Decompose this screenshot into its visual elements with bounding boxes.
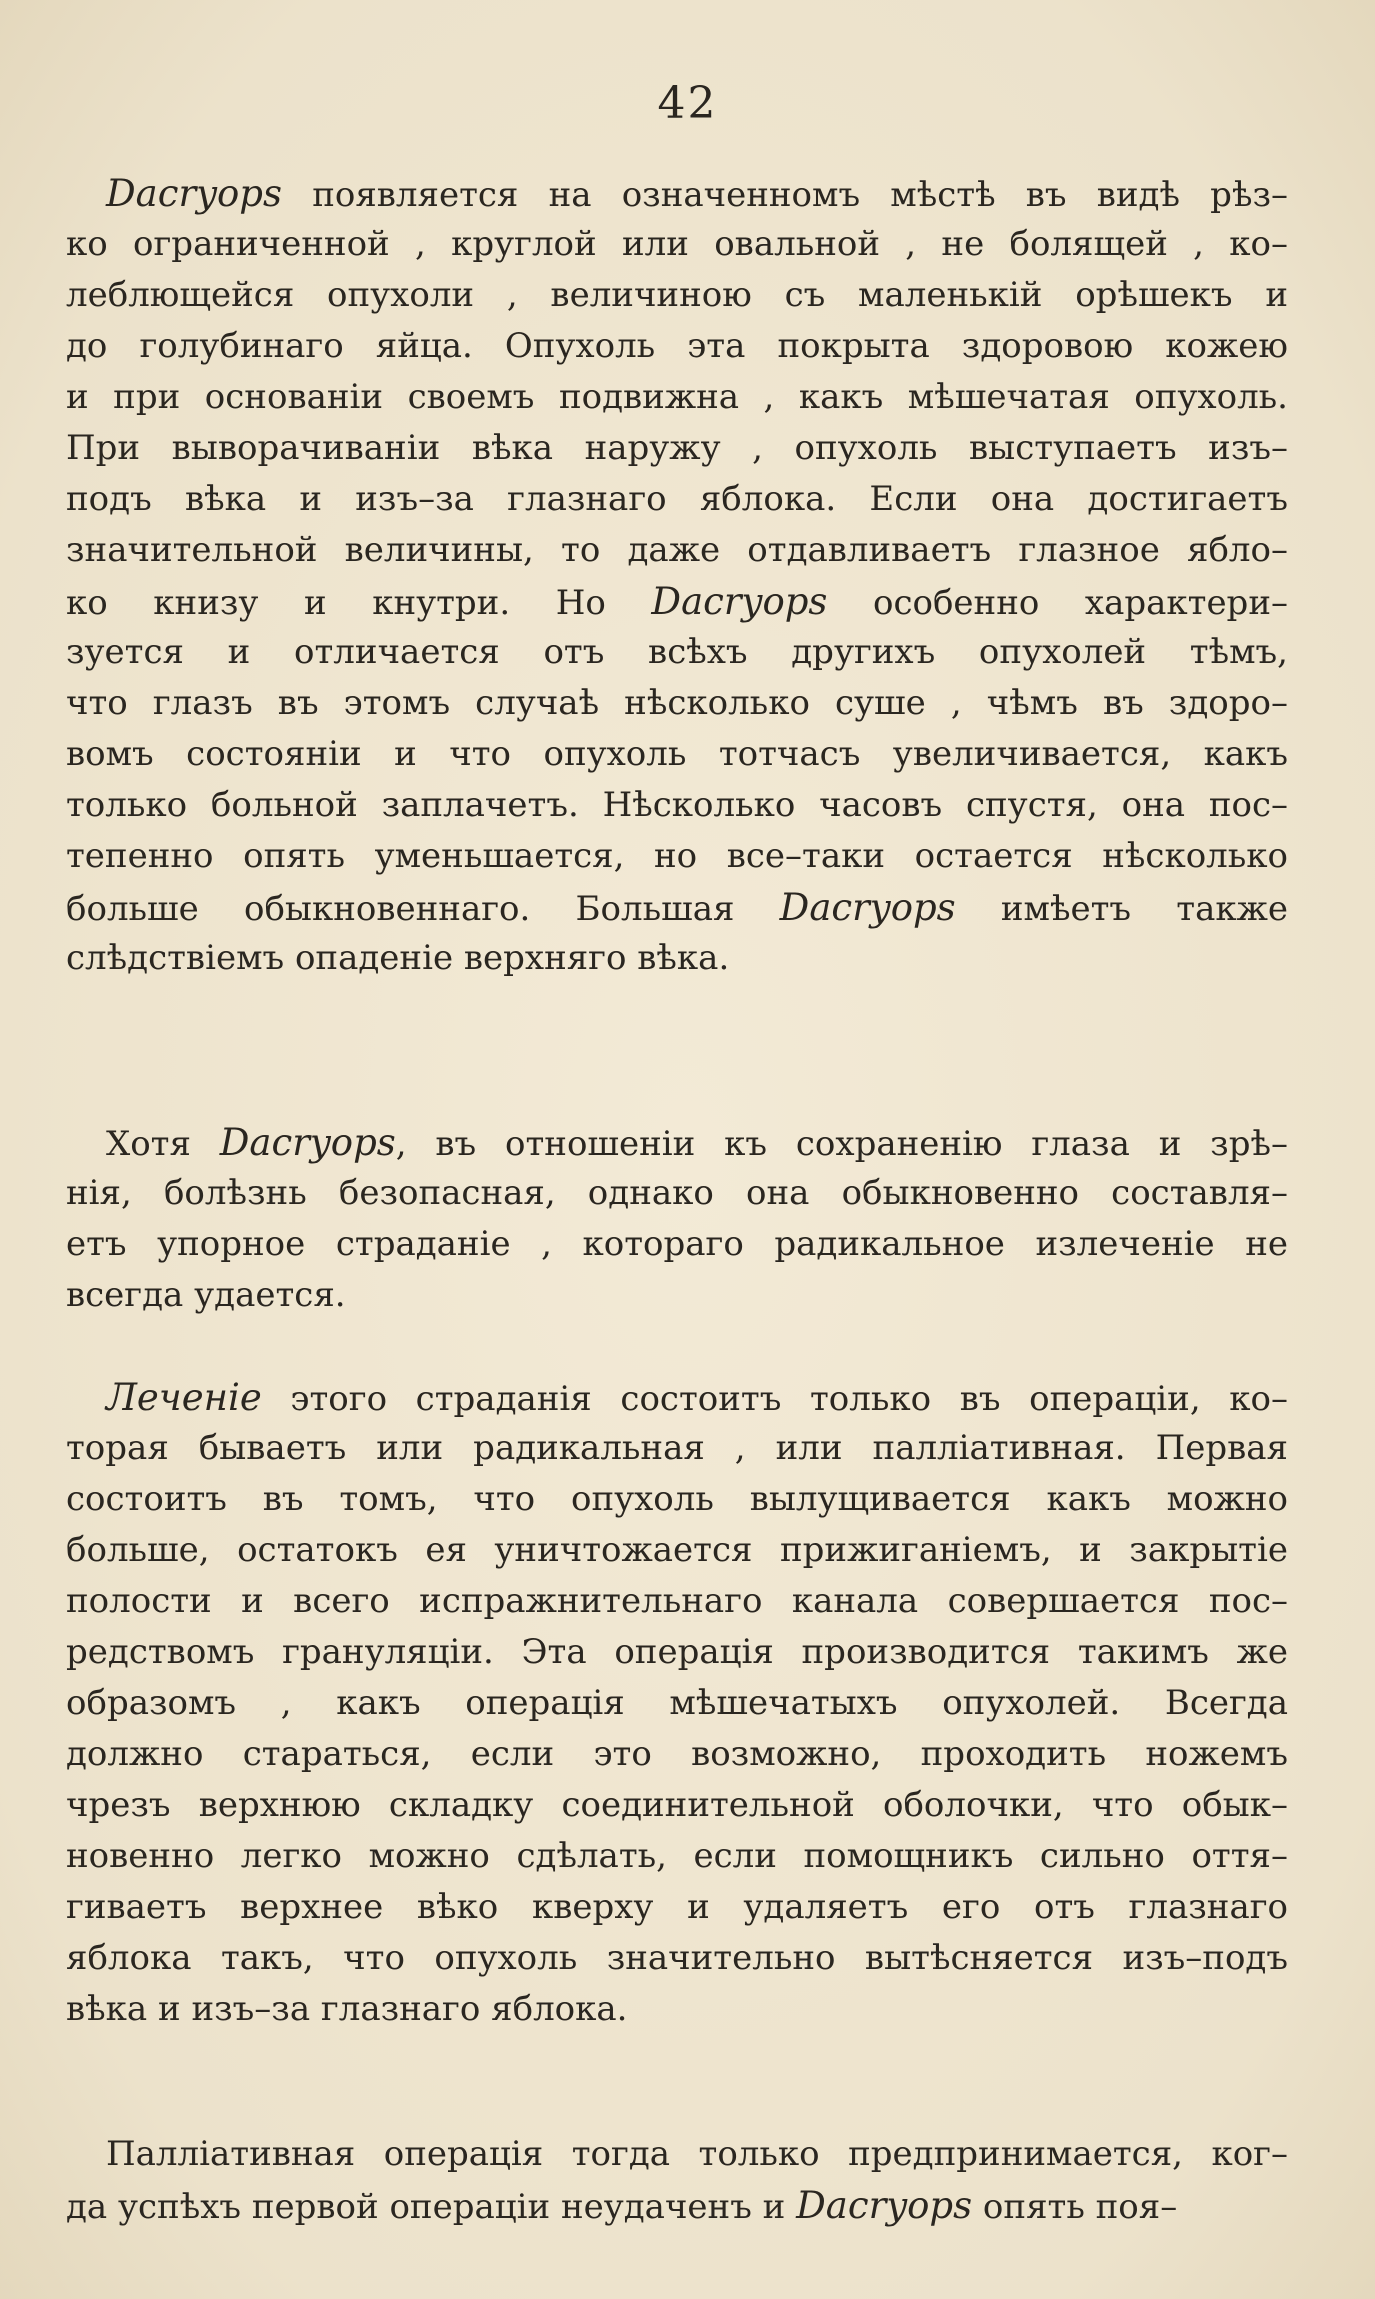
text-line bbox=[66, 1117, 1288, 1168]
text-segment: леблющейся опухоли , величиною съ маленькій орѣшекъ и bbox=[66, 275, 1288, 315]
text-segment: вомъ состояніи и что опухоль тотчасъ увеличивается, какъ bbox=[66, 734, 1288, 774]
text-segment: Хотя bbox=[106, 1124, 220, 1164]
text-line bbox=[66, 780, 1288, 831]
text-segment: полости и всего испражнительнаго канала совершается пос– bbox=[66, 1581, 1288, 1621]
paragraph-prognosis bbox=[66, 1117, 1288, 1321]
text-segment: да успѣхъ первой операціи неудаченъ и bbox=[66, 2187, 797, 2227]
text-segment: больше обыкновеннаго. Большая bbox=[66, 889, 780, 929]
text-segment: гиваетъ верхнее вѣко кверху и удаляетъ его отъ глазнаго bbox=[66, 1887, 1288, 1927]
text-segment: торая бываетъ или радикальная , или палліативная. Первая bbox=[66, 1428, 1288, 1468]
paragraph bbox=[66, 168, 1288, 984]
paragraph-palliative-operation bbox=[66, 2129, 1288, 2231]
text-line bbox=[66, 1372, 1288, 1423]
page-number: 42 bbox=[657, 78, 718, 129]
text-line bbox=[66, 1270, 1288, 1321]
text-segment: новенно легко можно сдѣлать, если помощникъ сильно оття– bbox=[66, 1836, 1288, 1876]
text-line bbox=[66, 1168, 1288, 1219]
paragraph bbox=[66, 1372, 1288, 2035]
text-line bbox=[66, 1627, 1288, 1678]
text-line bbox=[66, 1780, 1288, 1831]
text-segment: состоитъ въ томъ, что опухоль вылущивается какъ можно bbox=[66, 1479, 1288, 1519]
text-segment: опять поя– bbox=[972, 2187, 1178, 2227]
italic-term: Леченіе bbox=[106, 1376, 262, 1419]
text-segment: до голубинаго яйца. Опухоль эта покрыта здоровою кожею bbox=[66, 326, 1288, 366]
text-line bbox=[66, 270, 1288, 321]
text-line bbox=[66, 627, 1288, 678]
text-line bbox=[66, 933, 1288, 984]
text-line bbox=[66, 1984, 1288, 2035]
italic-term: Dacryops bbox=[796, 2184, 973, 2227]
text-line bbox=[66, 423, 1288, 474]
text-segment: етъ упорное страданіе , котораго радикальное излеченіе не bbox=[66, 1224, 1288, 1264]
text-segment: всегда удается. bbox=[66, 1275, 346, 1315]
text-line bbox=[66, 1576, 1288, 1627]
text-line bbox=[66, 168, 1288, 219]
text-segment: ко книзу и кнутри. Но bbox=[66, 583, 652, 623]
text-segment: имѣетъ также bbox=[955, 889, 1288, 929]
text-line bbox=[66, 1831, 1288, 1882]
text-line bbox=[66, 2129, 1288, 2180]
text-segment: подъ вѣка и изъ–за глазнаго яблока. Если она достигаетъ bbox=[66, 479, 1288, 519]
text-line bbox=[66, 678, 1288, 729]
text-line bbox=[66, 1525, 1288, 1576]
text-line bbox=[66, 525, 1288, 576]
text-segment: При выворачиваніи вѣка наружу , опухоль выступаетъ изъ– bbox=[66, 428, 1288, 468]
text-segment: значительной величины, то даже отдавливаетъ глазное ябло– bbox=[66, 530, 1288, 570]
text-segment: больше, остатокъ ея уничтожается прижиганіемъ, и закрытіе bbox=[66, 1530, 1288, 1570]
paragraph bbox=[66, 1117, 1288, 1321]
text-segment: только больной заплачетъ. Нѣсколько часовъ спустя, она пос– bbox=[66, 785, 1288, 825]
text-line bbox=[66, 729, 1288, 780]
text-line bbox=[66, 1882, 1288, 1933]
text-line bbox=[66, 1219, 1288, 1270]
text-line bbox=[66, 1729, 1288, 1780]
text-line bbox=[66, 372, 1288, 423]
text-segment: и при основаніи своемъ подвижна , какъ мѣшечатая опухоль. bbox=[66, 377, 1288, 417]
text-line bbox=[66, 882, 1288, 933]
text-segment: зуется и отличается отъ всѣхъ другихъ опухолей тѣмъ, bbox=[66, 632, 1288, 672]
text-segment: образомъ , какъ операція мѣшечатыхъ опухолей. Всегда bbox=[66, 1683, 1288, 1723]
paragraph bbox=[66, 2129, 1288, 2231]
text-segment: появляется на означенномъ мѣстѣ въ видѣ рѣз– bbox=[282, 175, 1288, 215]
text-segment: , въ отношеніи къ сохраненію глаза и зрѣ– bbox=[395, 1124, 1288, 1164]
text-segment: тепенно опять уменьшается, но все–таки остается нѣсколько bbox=[66, 836, 1288, 876]
text-line bbox=[66, 831, 1288, 882]
text-segment: особенно характери– bbox=[827, 583, 1288, 623]
text-segment: яблока такъ, что опухоль значительно вытѣсняется изъ–подъ bbox=[66, 1938, 1288, 1978]
text-line bbox=[66, 1423, 1288, 1474]
text-segment: что глазъ въ этомъ случаѣ нѣсколько суше , чѣмъ въ здоро– bbox=[66, 683, 1288, 723]
italic-term: Dacryops bbox=[651, 580, 828, 623]
text-line bbox=[66, 321, 1288, 372]
italic-term: Dacryops bbox=[219, 1121, 396, 1164]
text-line bbox=[66, 1474, 1288, 1525]
text-line bbox=[66, 1678, 1288, 1729]
text-line bbox=[66, 1933, 1288, 1984]
text-segment: слѣдствіемъ опаденіе верхняго вѣка. bbox=[66, 938, 730, 978]
text-segment: Палліативная операція тогда только предпринимается, ког– bbox=[106, 2134, 1288, 2174]
text-segment: должно стараться, если это возможно, проходить ножемъ bbox=[66, 1734, 1288, 1774]
text-segment: этого страданія состоитъ только въ операціи, ко– bbox=[261, 1379, 1288, 1419]
text-segment: вѣка и изъ–за глазнаго яблока. bbox=[66, 1989, 628, 2029]
text-segment: редствомъ грануляціи. Эта операція производится такимъ же bbox=[66, 1632, 1288, 1672]
text-line bbox=[66, 2180, 1288, 2231]
text-segment: ко ограниченной , круглой или овальной , не болящей , ко– bbox=[66, 224, 1288, 264]
paragraph-treatment bbox=[66, 1372, 1288, 2035]
italic-term: Dacryops bbox=[779, 886, 956, 929]
paragraph-dacryops-description bbox=[66, 168, 1288, 984]
italic-term: Dacryops bbox=[106, 172, 282, 215]
text-segment: нія, болѣзнь безопасная, однако она обыкновенно составля– bbox=[66, 1173, 1288, 1213]
text-segment: чрезъ верхнюю складку соединительной оболочки, что обык– bbox=[66, 1785, 1288, 1825]
text-line bbox=[66, 576, 1288, 627]
text-line bbox=[66, 474, 1288, 525]
text-line bbox=[66, 219, 1288, 270]
